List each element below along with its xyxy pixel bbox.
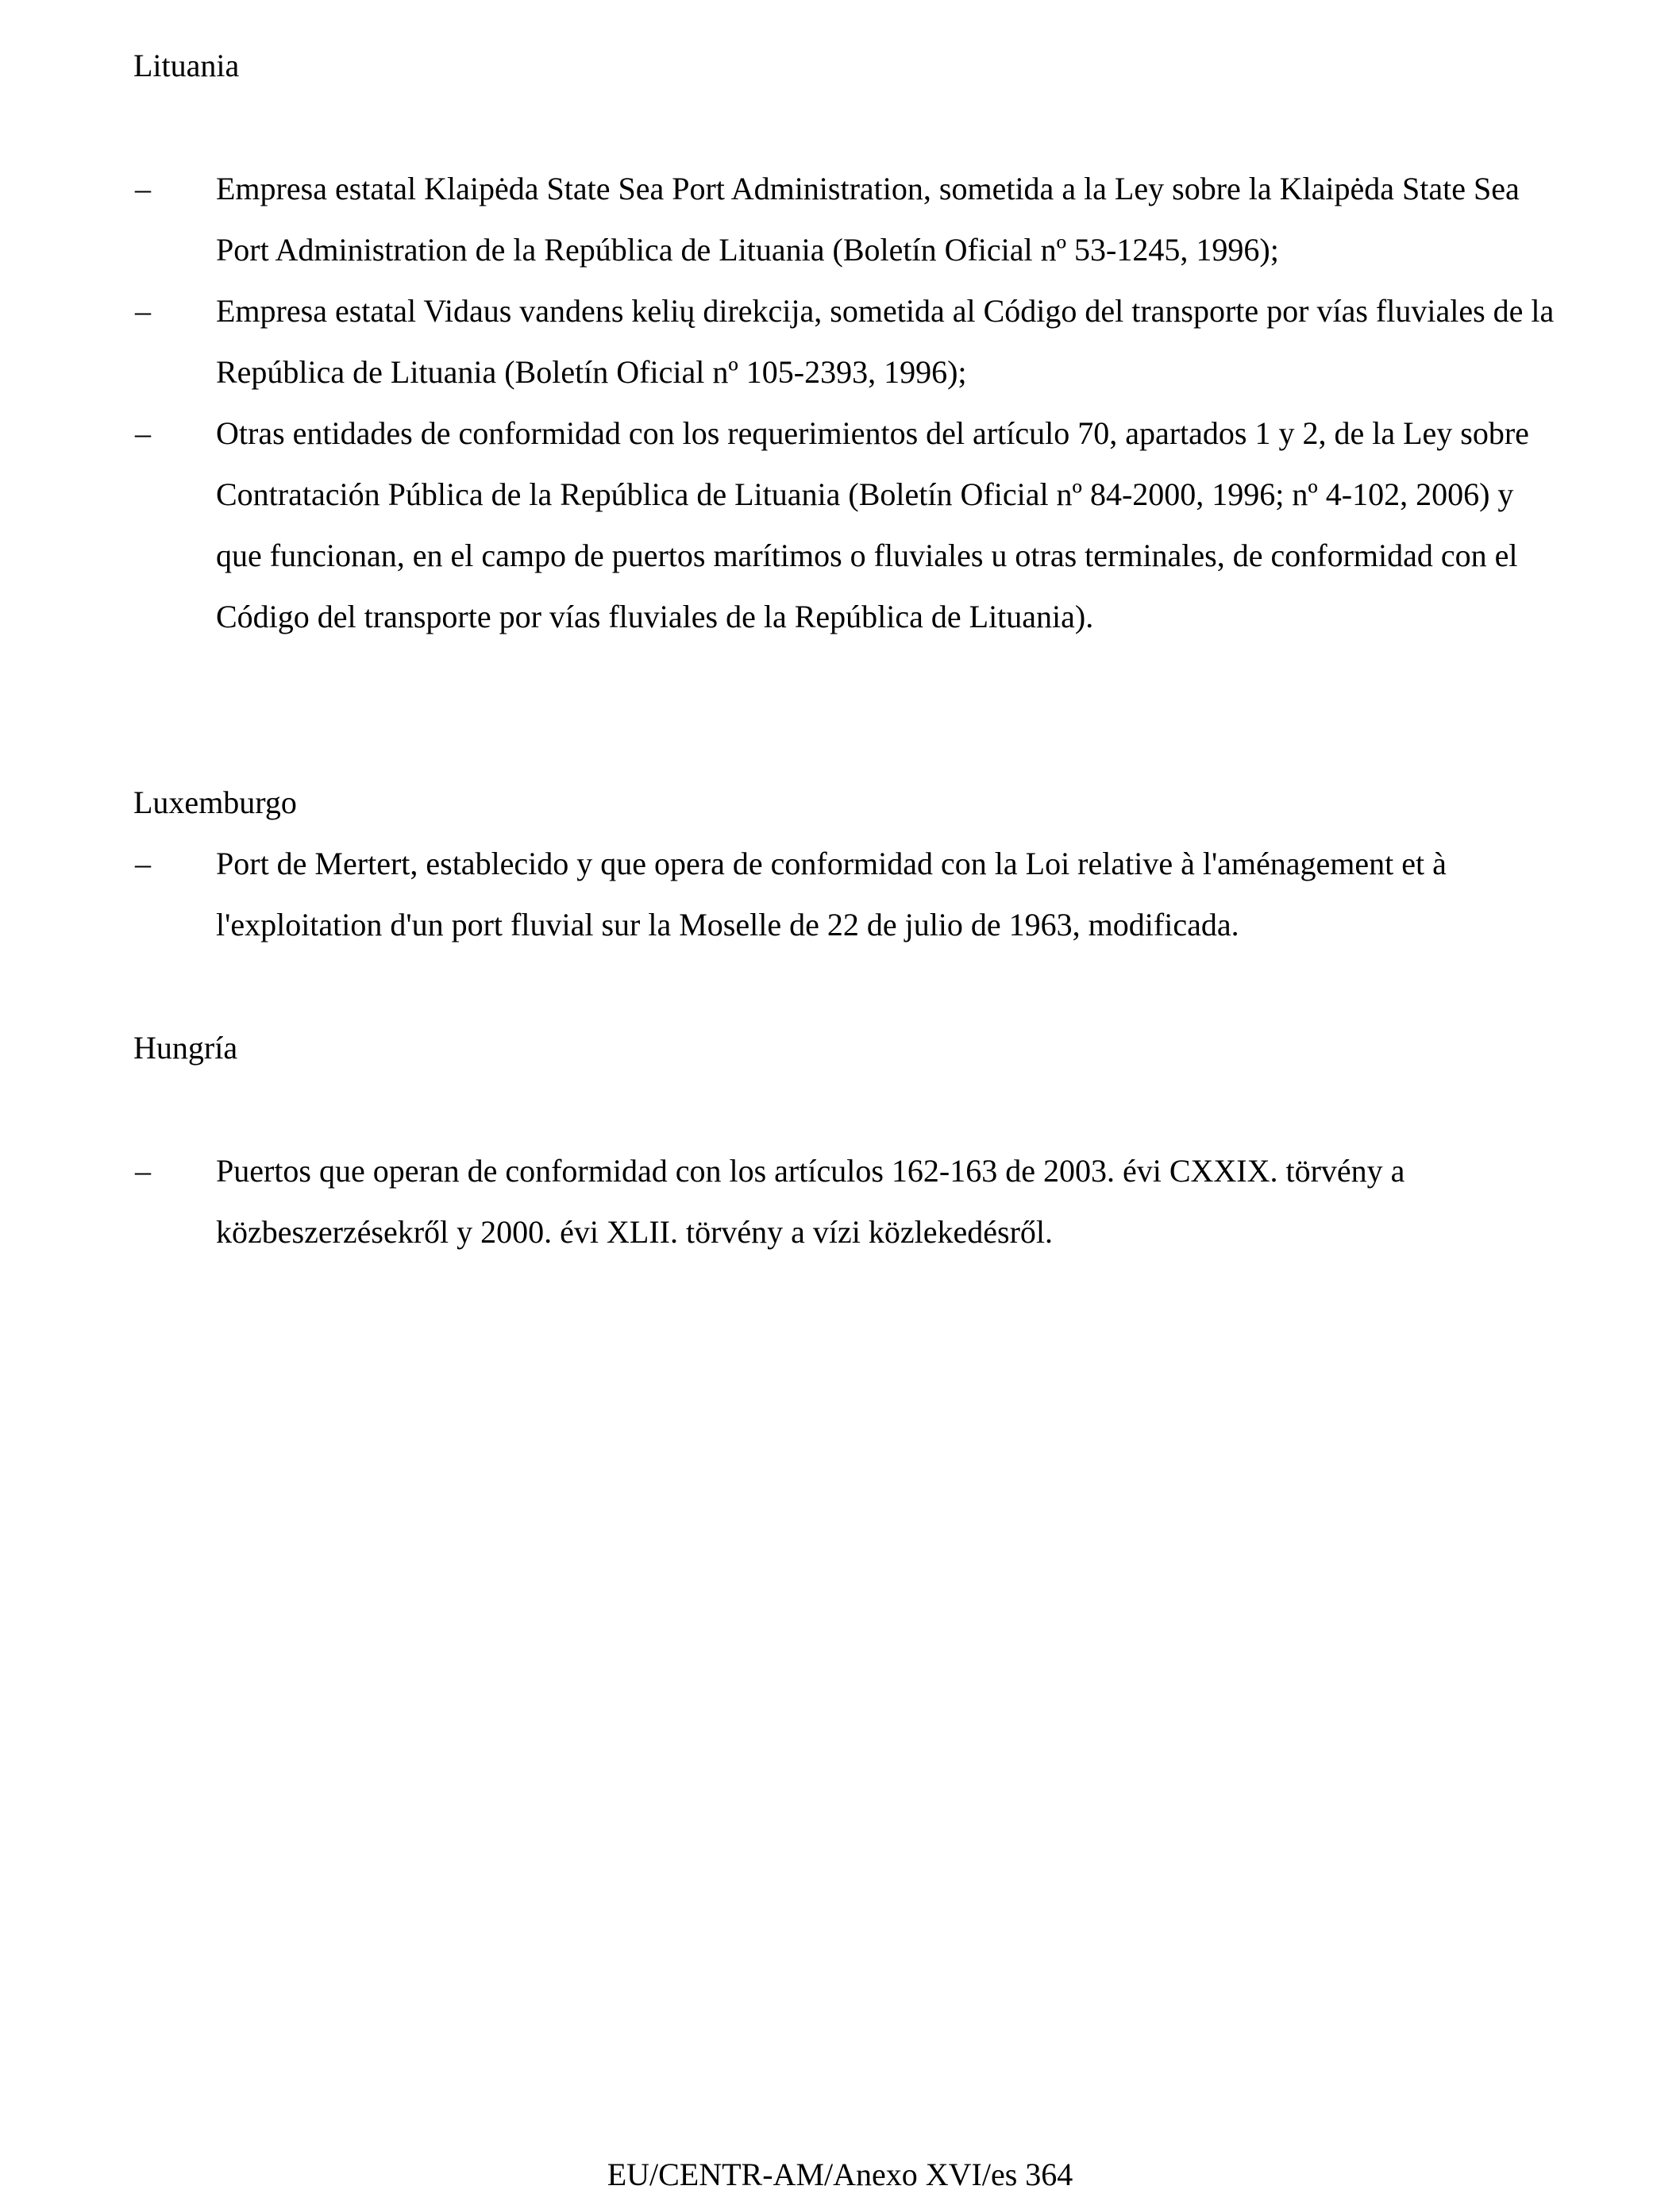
dash-bullet: – <box>135 293 151 329</box>
list-item-text: Otras entidades de conformidad con los requerimientos del artículo 70, apartados 1 y 2, de la Ley sobre Contratación Pública de la República de Lituania (Boletín Oficial nº 84-2000, 1996; nº 4-102, 2006) y que funcionan, en el campo de puertos marítimos o fluviales u otras terminales, de conformidad con el Código del transporte por vías fluviales de la República de Lituania). <box>216 415 1529 634</box>
dash-bullet: – <box>135 171 151 206</box>
section-heading-hungria: Hungría <box>133 1030 238 1066</box>
list-item <box>133 280 1562 403</box>
list-item <box>133 158 1562 280</box>
section-list-luxemburgo <box>133 833 1562 955</box>
list-item-text: Empresa estatal Vidaus vandens kelių direkcija, sometida al Código del transporte por vías fluviales de la República de Lituania (Boletín Oficial nº 105-2393, 1996); <box>216 293 1555 390</box>
list-item-text: Port de Mertert, establecido y que opera de conformidad con la Loi relative à l'aménagement et à l'exploitation d'un port fluvial sur la Moselle de 22 de julio de 1963, modificada. <box>216 846 1447 943</box>
dash-bullet: – <box>135 846 151 881</box>
page-footer: EU/CENTR-AM/Anexo XVI/es 364 <box>607 2157 1073 2192</box>
list-item <box>133 833 1562 955</box>
section-heading-lituania: Lituania <box>133 48 240 83</box>
list-item <box>133 403 1562 647</box>
section-heading-luxemburgo: Luxemburgo <box>133 784 297 820</box>
section-list-lituania <box>133 158 1562 647</box>
section-list-hungria <box>133 1140 1562 1262</box>
list-item-text: Puertos que operan de conformidad con los artículos 162-163 de 2003. évi CXXIX. törvény a közbeszerzésekről y 2000. évi XLII. törvény a vízi közlekedésről. <box>216 1153 1405 1250</box>
dash-bullet: – <box>135 415 151 451</box>
dash-bullet: – <box>135 1153 151 1189</box>
list-item-text: Empresa estatal Klaipėda State Sea Port Administration, sometida a la Ley sobre la Klaipėda State Sea Port Administration de la República de Lituania (Boletín Oficial nº 53-1245, 1996); <box>216 171 1520 268</box>
list-item <box>133 1140 1562 1262</box>
